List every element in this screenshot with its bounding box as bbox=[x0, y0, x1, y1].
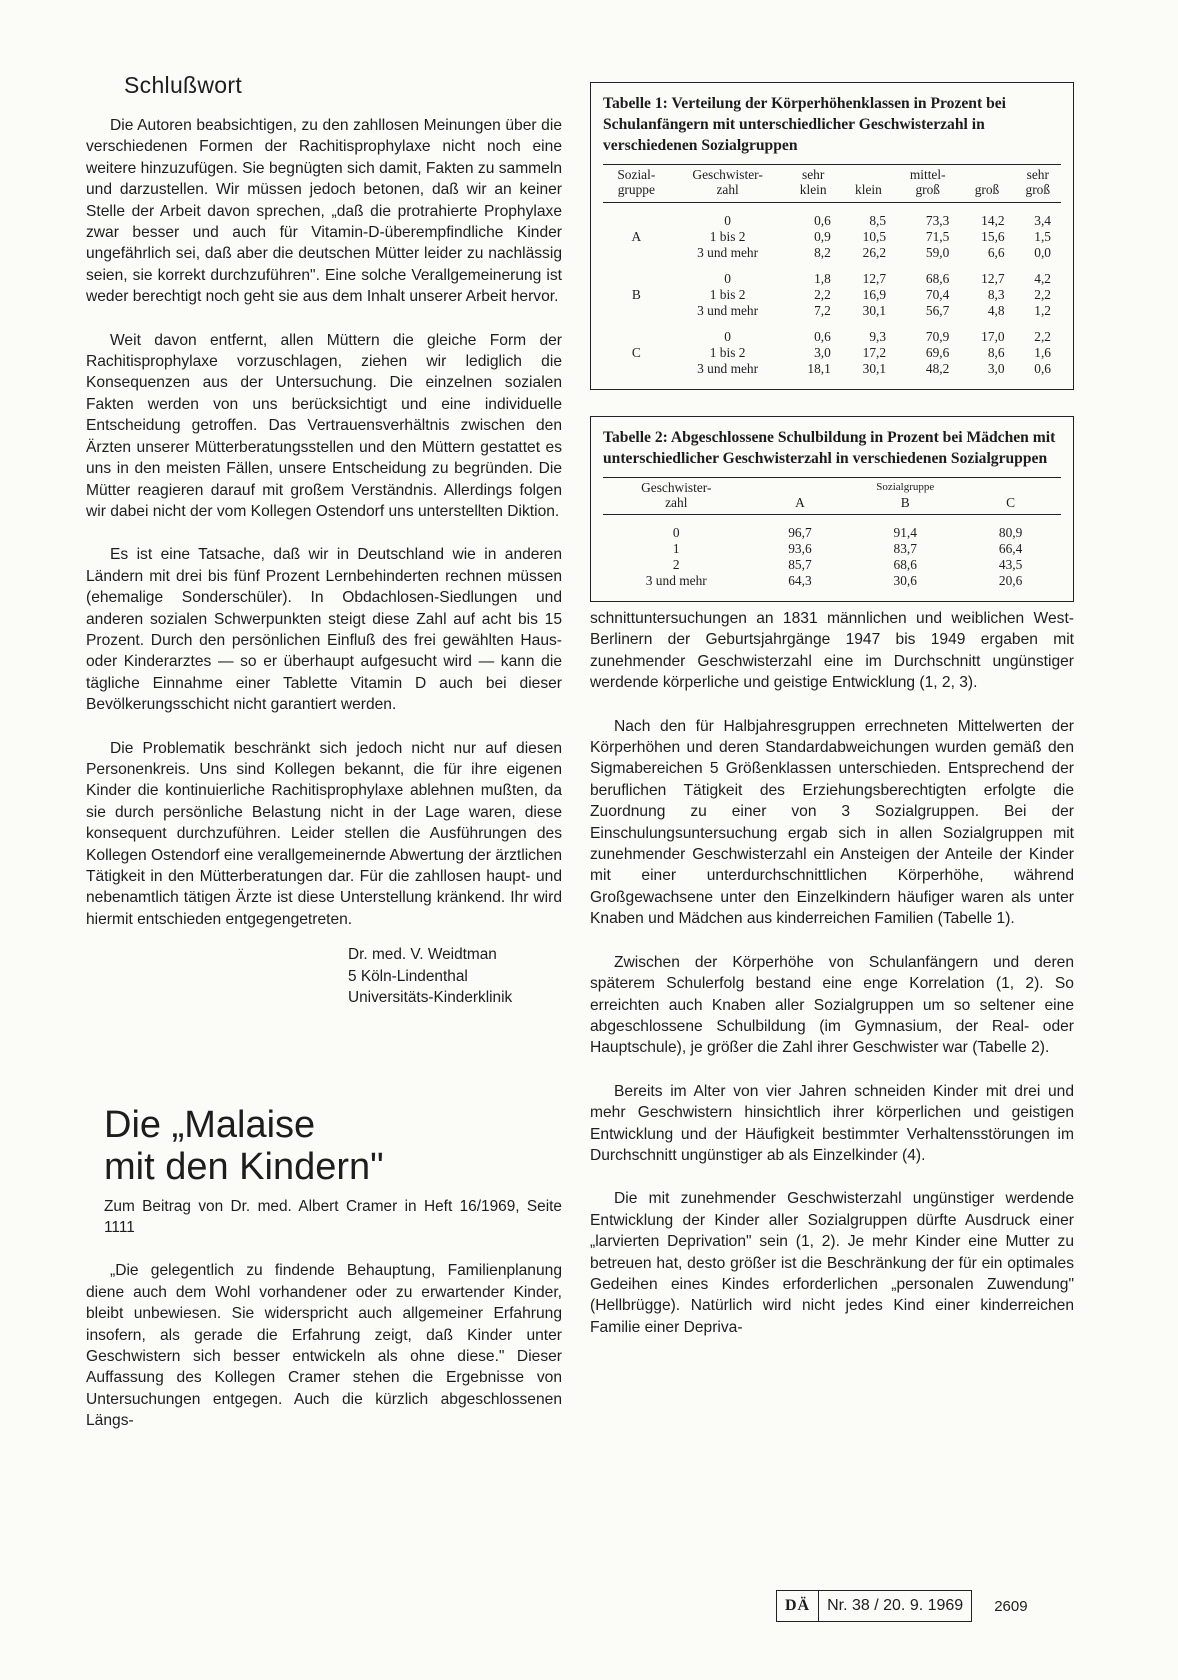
table-cell: 4,8 bbox=[987, 303, 1005, 318]
table-cell: 70,4 bbox=[925, 287, 950, 302]
table-row bbox=[603, 261, 1061, 287]
right-column bbox=[590, 82, 1074, 1360]
table-cell: 30,1 bbox=[862, 361, 887, 376]
table-2-col-c: C bbox=[1006, 495, 1016, 510]
table-cell: 68,6 bbox=[893, 557, 917, 572]
table-cell: 12,7 bbox=[981, 271, 1005, 286]
table-cell: 2,2 bbox=[1034, 287, 1051, 302]
paragraph: „Die gelegentlich zu findende Behauptung, Familienplanung diene auch dem Wohl vorhandener oder zu erwartender Kinder, bleibt unbewiesen. Sie widerspricht auch allgemeiner Erfahrung insofern, als gerade die Erfahrung zeigt, daß Kinder unter Geschwistern sich besser entwickeln als ohne diese." Dieser Auffassung des Kollegen Cramer stehen die Ergebnisse von Untersuchungen entgegen. Auch die kürzlich abgeschlossenen Längs- bbox=[86, 1262, 562, 1430]
paragraph: Nach den für Halbjahresgruppen errechneten Mittelwerten der Körperhöhen und deren Standardabweichungen wurden gemäß den Sigmabereichen 5 Größenklassen unterschieden. Entsprechend der beruflichen Tätigkeit des Erziehungsberechtigten erfolgte die Zuordnung zu einer von 3 Sozialgruppen. Bei der Einschulungsuntersuchung ergab sich in allen Sozialgruppen mit zunehmender Geschwisterzahl ein Ansteigen der Anteile der Kinder mit einer unterdurchschnittlichen Körperhöhe, während Großgewachsene unter den Einzelkindern häufiger waren als unter Knaben und Mädchen aus kinderreichen Familien (Tabelle 1). bbox=[590, 717, 1074, 928]
paragraph: schnittuntersuchungen an 1831 männlichen und weiblichen West-Berlinern der Geburtsjahrgänge 1947 bis 1949 ergaben mit zunehmender Geschwisterzahl eine im Durchschnitt ungünstiger werdende körperliche und geistige Entwicklung (1, 2, 3). bbox=[590, 610, 1074, 692]
table-cell: 4,2 bbox=[1034, 271, 1051, 286]
paragraph: Zwischen der Körperhöhe von Schulanfängern und deren späterem Schulerfolg bestand eine enge Korrelation (1, 2). So erreichten auch Knaben aller Sozialgruppen um so seltener eine abgeschlossene Schulbildung (im Gymnasium, der Real- oder Hauptschule), je größer die Zahl ihrer Geschwister war (Tabelle 2). bbox=[590, 953, 1074, 1057]
table-cell: 10,5 bbox=[862, 229, 887, 244]
table-cell: 8,5 bbox=[869, 213, 887, 228]
table-cell: 12,7 bbox=[862, 271, 887, 286]
table-cell: 1 bis 2 bbox=[709, 287, 746, 302]
table-2-body bbox=[603, 515, 1061, 590]
table-cell: 43,5 bbox=[998, 557, 1023, 572]
table-cell: 18,1 bbox=[807, 361, 831, 376]
paragraph: Weit davon entfernt, allen Müttern die gleiche Form der Rachitisprophylaxe vorzuschlagen, ziehen wir lediglich die Konsequenzen aus der Untersuchung. Die einzelnen sozialen Fakten werden von uns berücksichtigt und eine individuelle Entscheidung getroffen. Das Vertrauensverhältnis zwischen den Ärzten unserer Mütterberatungsstellen und den Müttern gestattet es uns in den meisten Fällen, unsere Entscheidung zu begründen. Die Mütter reagieren darauf mit großem Verständnis. Allerdings folgen wir dabei nicht der vom Kollegen Ostendorf uns unterstellten Diktion. bbox=[86, 331, 562, 520]
paragraph: Die mit zunehmender Geschwisterzahl ungünstiger werdende Entwicklung der Kinder aller Sozialgruppen dürfte Ausdruck einer „larvierten Deprivation" sein (1, 2). Je mehr Kinder eine Mutter zu betreuen hat, desto größer ist die Beschränkung der für ein optimales Gedeihen eines Kindes erforderlichen „personalen Zuwendung" (Hellbrügge). Natürlich wird nicht jedes Kind einer kinderreichen Familie einer Depriva- bbox=[590, 1190, 1074, 1336]
table-cell: 73,3 bbox=[925, 213, 950, 228]
table-cell: 91,4 bbox=[893, 525, 917, 540]
left-column bbox=[86, 72, 562, 1454]
table-cell: 26,2 bbox=[862, 245, 887, 260]
issue-info: Nr. 38 / 20. 9. 1969 bbox=[827, 1597, 964, 1614]
table-cell: 30,1 bbox=[862, 303, 887, 318]
table-2-header bbox=[750, 478, 851, 515]
signature-city: 5 Köln-Lindenthal bbox=[348, 967, 468, 985]
table-cell: 70,9 bbox=[925, 329, 950, 344]
table-cell-group: C bbox=[631, 345, 641, 360]
table-2-header: Geschwister- zahl bbox=[603, 478, 750, 515]
table-2-group-label: Sozialgruppe bbox=[876, 481, 935, 493]
journal-logo: DÄ bbox=[777, 1591, 819, 1621]
table-cell: 59,0 bbox=[925, 245, 950, 260]
table-row bbox=[603, 203, 1061, 230]
table-2-box bbox=[590, 416, 1074, 602]
table-cell: 1,6 bbox=[1034, 345, 1051, 360]
table-cell-group bbox=[603, 245, 670, 261]
table-1-header: sehr groß bbox=[1015, 165, 1061, 203]
section-heading: Schlußwort bbox=[124, 72, 243, 98]
table-cell: 1 bbox=[672, 541, 680, 556]
table-1-header-row bbox=[603, 165, 1061, 203]
table-2-col-b: B bbox=[900, 495, 910, 510]
table-cell: 85,7 bbox=[788, 557, 812, 572]
table-cell: 80,9 bbox=[998, 525, 1023, 540]
table-1-box bbox=[590, 82, 1074, 390]
table-cell: 8,2 bbox=[814, 245, 831, 260]
paragraph: Die Problematik beschränkt sich jedoch nicht nur auf diesen Personenkreis. Uns sind Kollegen bekannt, die für ihre eigenen Kinder die kontinuierliche Rachitisprophylaxe ablehnen mußten, da sie durch persönliche Belastung nicht in der Lage waren, diese konsequent durchzuführen. Leider stellen die Ausführungen des Kollegen Ostendorf eine verallgemeinernde Abwertung der ärztlichen Tätigkeit in den Mütterberatungen dar. Für die zahllosen haupt- und nebenamtlich tätigen Ärzte ist diese Unterstellung kränkend. Ihr wird hiermit entschieden entgegengetreten. bbox=[86, 739, 562, 928]
article-title-line1: Die „Malaise bbox=[104, 1104, 316, 1147]
table-cell-group bbox=[603, 361, 670, 377]
table-row bbox=[603, 303, 1061, 319]
table-cell-group bbox=[603, 319, 670, 345]
table-cell: 7,2 bbox=[814, 303, 831, 318]
journal-issue-box bbox=[776, 1590, 972, 1622]
table-cell: 68,6 bbox=[925, 271, 950, 286]
table-cell: 48,2 bbox=[925, 361, 950, 376]
table-cell-group: A bbox=[631, 229, 642, 244]
table-cell: 0 bbox=[724, 329, 731, 344]
table-2-header bbox=[850, 478, 960, 515]
table-cell: 0,9 bbox=[814, 229, 831, 244]
table-cell: 6,6 bbox=[987, 245, 1005, 260]
signature-block bbox=[348, 944, 562, 1008]
table-row bbox=[603, 287, 1061, 303]
table-row bbox=[603, 557, 1061, 573]
page-footer bbox=[776, 1590, 1028, 1622]
table-cell: 14,2 bbox=[981, 213, 1005, 228]
table-cell: 8,6 bbox=[987, 345, 1005, 360]
article-title-line2: mit den Kindern" bbox=[104, 1146, 384, 1189]
table-cell: 0,0 bbox=[1034, 245, 1051, 260]
table-cell: 3,0 bbox=[987, 361, 1005, 376]
table-cell: 2 bbox=[672, 557, 680, 572]
table-cell: 1,5 bbox=[1034, 229, 1051, 244]
table-row bbox=[603, 573, 1061, 589]
table-1-body bbox=[603, 203, 1061, 378]
table-cell: 3 und mehr bbox=[697, 245, 759, 260]
table-row bbox=[603, 361, 1061, 377]
table-cell: 17,2 bbox=[862, 345, 887, 360]
table-1 bbox=[603, 164, 1061, 377]
table-cell: 0 bbox=[672, 525, 680, 540]
table-cell: 1,8 bbox=[814, 271, 831, 286]
table-1-header: Sozial- gruppe bbox=[603, 165, 670, 203]
table-cell: 2,2 bbox=[814, 287, 831, 302]
table-cell: 0,6 bbox=[814, 213, 831, 228]
table-2-col-a: A bbox=[795, 495, 805, 510]
table-1-header: sehr klein bbox=[786, 165, 841, 203]
table-row bbox=[603, 541, 1061, 557]
table-2-header-row bbox=[603, 478, 1061, 515]
table-cell: 3 und mehr bbox=[697, 361, 759, 376]
table-1-header: mittel- groß bbox=[896, 165, 959, 203]
table-cell: 9,3 bbox=[869, 329, 887, 344]
table-cell: 56,7 bbox=[925, 303, 950, 318]
table-row bbox=[603, 229, 1061, 245]
table-cell: 0 bbox=[724, 213, 731, 228]
table-row bbox=[603, 319, 1061, 345]
table-cell: 83,7 bbox=[893, 541, 917, 556]
table-row bbox=[603, 245, 1061, 261]
table-cell: 3,4 bbox=[1034, 213, 1051, 228]
table-cell: 30,6 bbox=[893, 573, 917, 588]
signature-name: Dr. med. V. Weidtman bbox=[348, 946, 497, 964]
table-cell: 71,5 bbox=[925, 229, 950, 244]
table-cell: 96,7 bbox=[788, 525, 812, 540]
table-cell-group bbox=[603, 203, 670, 230]
table-cell-group bbox=[603, 261, 670, 287]
article-subtitle: Zum Beitrag von Dr. med. Albert Cramer in Heft 16/1969, Seite 1111 bbox=[104, 1198, 562, 1237]
article-title bbox=[104, 1104, 562, 1188]
table-cell: 0,6 bbox=[814, 329, 831, 344]
table-cell: 64,3 bbox=[788, 573, 812, 588]
table-cell: 1 bis 2 bbox=[709, 345, 746, 360]
table-cell-group bbox=[603, 303, 670, 319]
table-cell: 1 bis 2 bbox=[709, 229, 746, 244]
table-cell: 93,6 bbox=[788, 541, 812, 556]
table-cell: 8,3 bbox=[987, 287, 1005, 302]
table-2 bbox=[603, 477, 1061, 589]
table-cell: 69,6 bbox=[925, 345, 950, 360]
table-2-caption: Tabelle 2: Abgeschlossene Schulbildung in Prozent bei Mädchen mit unterschiedlicher Geschwisterzahl in verschiedenen Sozialgruppen bbox=[603, 429, 1056, 467]
table-cell: 66,4 bbox=[998, 541, 1023, 556]
paragraph: Die Autoren beabsichtigen, zu den zahllosen Meinungen über die verschiedenen Formen der Rachitisprophylaxe nicht noch eine weitere hinzuzufügen. Sie begnügten sich damit, Fakten zu sammeln und darzustellen. Wir müssen jedoch betonen, daß wir an keiner Stelle der Arbeit davon sprechen, „daß die protrahierte Prophylaxe zwar besser und auch für Vitamin-D-überempfindliche Kinder ungefährlich sei, daß aber die deutschen Mütter leider zu nachlässig seien, sie korrekt durchzuführen". Eine solche Verallgemeinerung ist weder berechtigt noch geht sie aus dem Inhalt unserer Arbeit hervor. bbox=[86, 117, 562, 306]
paragraph: Es ist eine Tatsache, daß wir in Deutschland wie in anderen Ländern mit drei bis fünf Prozent Lernbehinderten rechnen müssen (ehemalige Sonderschüler). In Obdachlosen-Siedlungen und anderen sozialen Schwerpunkten steigt diese Zahl auf acht bis 15 Prozent. Durch den persönlichen Einfluß des frei gewählten Haus- oder Kinderarztes — so er überhaupt aufgesucht wird — kann die tägliche Einnahme einer Tablette Vitamin D auch bei dieser Bevölkerungsschicht nicht garantiert werden. bbox=[86, 546, 562, 714]
table-cell: 3 und mehr bbox=[697, 303, 759, 318]
table-cell: 3,0 bbox=[814, 345, 831, 360]
page-number: 2609 bbox=[994, 1597, 1028, 1615]
paragraph: Bereits im Alter von vier Jahren schneiden Kinder mit drei und mehr Geschwistern hinsichtlich ihrer körperlichen und geistigen Entwicklung und der Häufigkeit bestimmter Verhaltensstörungen im Durchschnitt ungünstiger ab als Einzelkinder (4). bbox=[590, 1082, 1074, 1164]
table-1-header: groß bbox=[959, 165, 1014, 203]
table-row bbox=[603, 515, 1061, 542]
table-cell: 20,6 bbox=[998, 573, 1023, 588]
table-cell: 3 und mehr bbox=[645, 573, 707, 588]
table-cell: 0 bbox=[724, 271, 731, 286]
table-1-header: klein bbox=[841, 165, 896, 203]
table-1-header: Geschwister- zahl bbox=[670, 165, 786, 203]
table-cell: 0,6 bbox=[1034, 361, 1051, 376]
table-cell-group: B bbox=[631, 287, 641, 302]
table-row bbox=[603, 345, 1061, 361]
table-2-header bbox=[960, 478, 1061, 515]
table-cell: 17,0 bbox=[981, 329, 1005, 344]
table-cell: 15,6 bbox=[981, 229, 1005, 244]
table-1-caption: Tabelle 1: Verteilung der Körperhöhenklassen in Prozent bei Schulanfängern mit unterschiedlicher Geschwisterzahl in verschiedenen Sozialgruppen bbox=[603, 95, 1006, 154]
table-cell: 1,2 bbox=[1034, 303, 1051, 318]
table-cell: 2,2 bbox=[1034, 329, 1051, 344]
table-cell: 16,9 bbox=[862, 287, 887, 302]
signature-institution: Universitäts-Kinderklinik bbox=[348, 989, 513, 1007]
